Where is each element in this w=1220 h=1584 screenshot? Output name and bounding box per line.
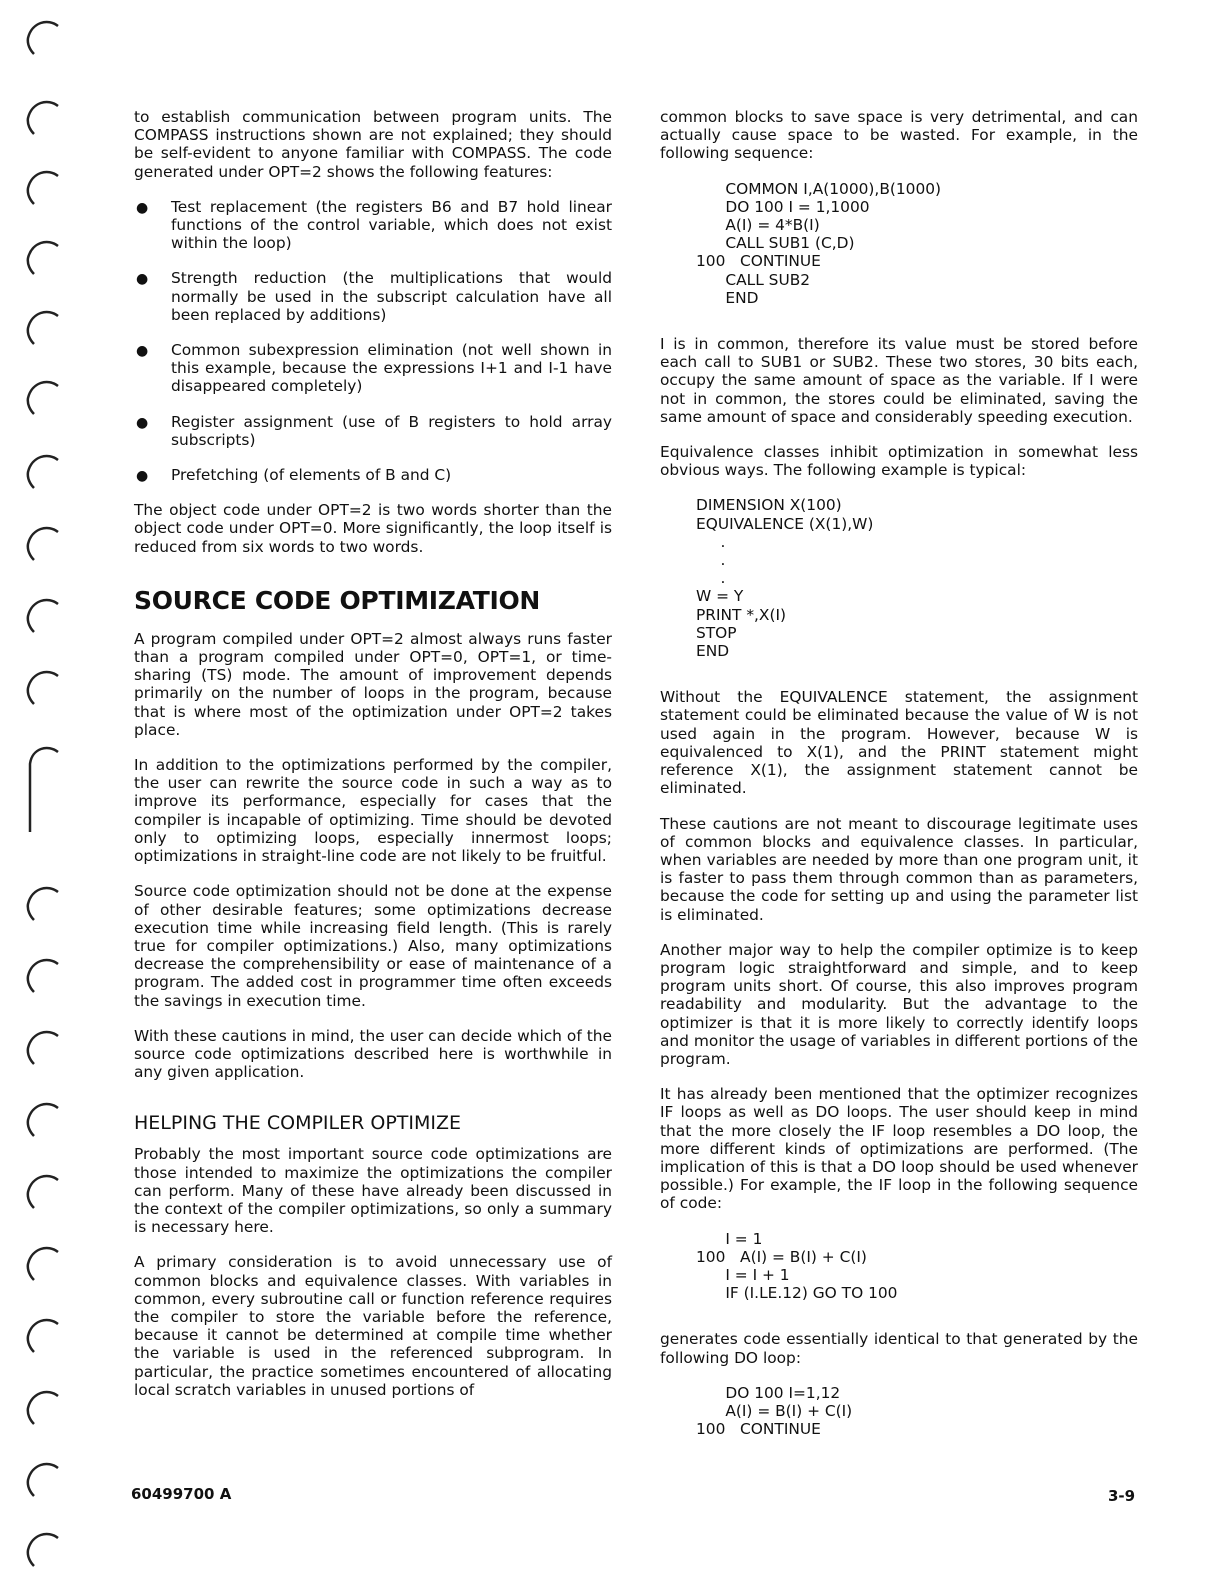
right-column (660, 108, 1138, 1466)
paragraph: It has already been mentioned that the optimizer recognizes IF loops as well as DO loops. The user should keep in mind that the more closely the IF loop resembles a DO loop, the more different kinds of optimizations are performed. (The implication of this is that a DO loop should be used whenever possible.) For example, the IF loop in the following sequence of code: (660, 1085, 1138, 1213)
paragraph: Another major way to help the compiler optimize is to keep program logic straightforward and simple, and to keep program units short. Of course, this also improves program readability and modularity. But the advantage to the optimizer is that it is more likely to correctly identify loops and monitor the usage of variables in different portions of the program. (660, 940, 1138, 1068)
paragraph: These cautions are not meant to discourage legitimate uses of common blocks and equivalence classes. In particular, when variables are needed by more than one program unit, it is faster to pass them through common than as parameters, because the code for setting up and using the parameter list is eliminated. (660, 814, 1138, 924)
binder-hole-icon (22, 1312, 66, 1356)
paragraph: generates code essentially identical to that generated by the following DO loop: (660, 1330, 1138, 1367)
binder-hole-icon (22, 14, 66, 58)
document-number: 60499700 A (131, 1485, 232, 1503)
binder-hole-icon (22, 880, 66, 924)
binder-hole-icon (22, 304, 66, 348)
code-example-equivalence: DIMENSION X(100) EQUIVALENCE (X(1),W) . . . W = Y PRINT *,X(I) STOP END (696, 496, 874, 661)
paragraph: With these cautions in mind, the user can decide which of the source code optimizations described here is worthwhile in any given application. (134, 1026, 612, 1082)
paragraph: A program compiled under OPT=2 almost always runs faster than a program compiled under OPT=0, OPT=1, or time-sharing (TS) mode. The amount of improvement depends primarily on the number of loops in the program, because that is where most of the optimization under OPT=2 takes place. (134, 629, 612, 739)
intro-paragraph: to establish communication between program units. The COMPASS instructions shown are not explained; they should be self-evident to anyone familiar with COMPASS. The code generated under OPT=2 shows the following features: (134, 108, 612, 181)
binder-hole-icon (22, 1096, 66, 1140)
paragraph: common blocks to save space is very detrimental, and can actually cause space to be wasted. For example, in the following sequence: (660, 108, 1138, 163)
paragraph: Source code optimization should not be done at the expense of other desirable features; some optimizations decrease execution time while increasing field length. (This is rarely true for compiler optimizations.) Also, many optimizations decrease the comprehensibility or ease of maintenance of a program. The added cost in programmer time often exceeds the savings in execution time. (134, 882, 612, 1010)
binder-hole-icon (22, 1384, 66, 1428)
binder-hole-icon (22, 592, 66, 636)
section-heading: SOURCE CODE OPTIMIZATION (134, 585, 541, 615)
list-item: ● Register assignment (use of B registers to hold array subscripts) (134, 413, 612, 449)
binder-hole-icon (22, 1240, 66, 1284)
feature-list (134, 198, 612, 484)
code-example-do-loop: DO 100 I=1,12 A(I) = B(I) + C(I) 100 CONTINUE (696, 1383, 853, 1439)
binder-hole-icon (22, 234, 66, 278)
paragraph: Without the EQUIVALENCE statement, the assignment statement could be eliminated because the value of W is not used again in the program. However, because W is equivalenced to X(1), and the PRINT statement might reference X(1), the assignment statement cannot be eliminated. (660, 688, 1138, 798)
object-code-paragraph: The object code under OPT=2 is two words shorter than the object code under OPT=0. More significantly, the loop itself is reduced from six words to two words. (134, 501, 612, 556)
binder-hole-icon (22, 448, 66, 492)
subsection-heading: HELPING THE COMPILER OPTIMIZE (134, 1112, 461, 1135)
list-item: ● Common subexpression elimination (not well shown in this example, because the expressions I+1 and I-1 have disappeared completely) (134, 341, 612, 396)
list-item: ● Strength reduction (the multiplications that would normally be used in the subscript calculation have all been replaced by additions) (134, 269, 612, 324)
list-item: ● Prefetching (of elements of B and C) (134, 466, 612, 484)
binder-hole-icon (22, 1024, 66, 1068)
binder-hole-icon (22, 1168, 66, 1212)
binder-holes (22, 0, 82, 1584)
paragraph: I is in common, therefore its value must be stored before each call to SUB1 or SUB2. These two stores, 30 bits each, occupy the same amount of space as the variable. If I were not in common, the stores could be eliminated, saving the same amount of space and considerably speeding execution. (660, 335, 1138, 426)
list-item: ● Test replacement (the registers B6 and B7 hold linear functions of the control variable, which does not exist within the loop) (134, 198, 612, 253)
binder-hole-icon (22, 952, 66, 996)
paragraph: Equivalence classes inhibit optimization in somewhat less obvious ways. The following example is typical: (660, 443, 1138, 480)
paragraph: In addition to the optimizations performed by the compiler, the user can rewrite the source code in such a way as to improve its performance, especially for cases that the compiler is incapable of optimizing. Time should be devoted only to optimizing loops, especially innermost loops; optimizations in straight-line code are not likely to be fruitful. (134, 756, 612, 866)
binder-hole-icon (22, 1526, 66, 1570)
paragraph: Probably the most important source code optimizations are those intended to maximize the optimizations the compiler can perform. Many of these have already been discussed in the context of the compiler optimizations, so only a summary is necessary here. (134, 1145, 612, 1237)
page-number: 3-9 (1108, 1487, 1136, 1505)
code-example-if-loop: I = 1 100 A(I) = B(I) + C(I) I = I + 1 IF (I.LE.12) GO TO 100 (696, 1229, 898, 1303)
left-column (134, 108, 612, 1416)
code-example-common: COMMON I,A(1000),B(1000) DO 100 I = 1,1000 A(I) = 4*B(I) CALL SUB1 (C,D) 100 CONTINUE CALL SUB2 END (696, 179, 942, 307)
binder-hole-icon (22, 374, 66, 418)
binder-hole-icon (22, 164, 66, 208)
binder-hole-icon (22, 94, 66, 138)
binder-hole-icon (22, 1456, 66, 1500)
binder-hole-icon (22, 664, 66, 708)
binder-hole-icon (22, 520, 66, 564)
binder-hole-icon (22, 740, 66, 840)
paragraph: A primary consideration is to avoid unnecessary use of common blocks and equivalence classes. With variables in common, every subroutine call or function reference requires the compiler to store the variable before the reference, because it cannot be determined at compile time whether the variable is used in the referenced subprogram. In particular, the practice sometimes encountered of allocating local scratch variables in unused portions of (134, 1253, 612, 1399)
